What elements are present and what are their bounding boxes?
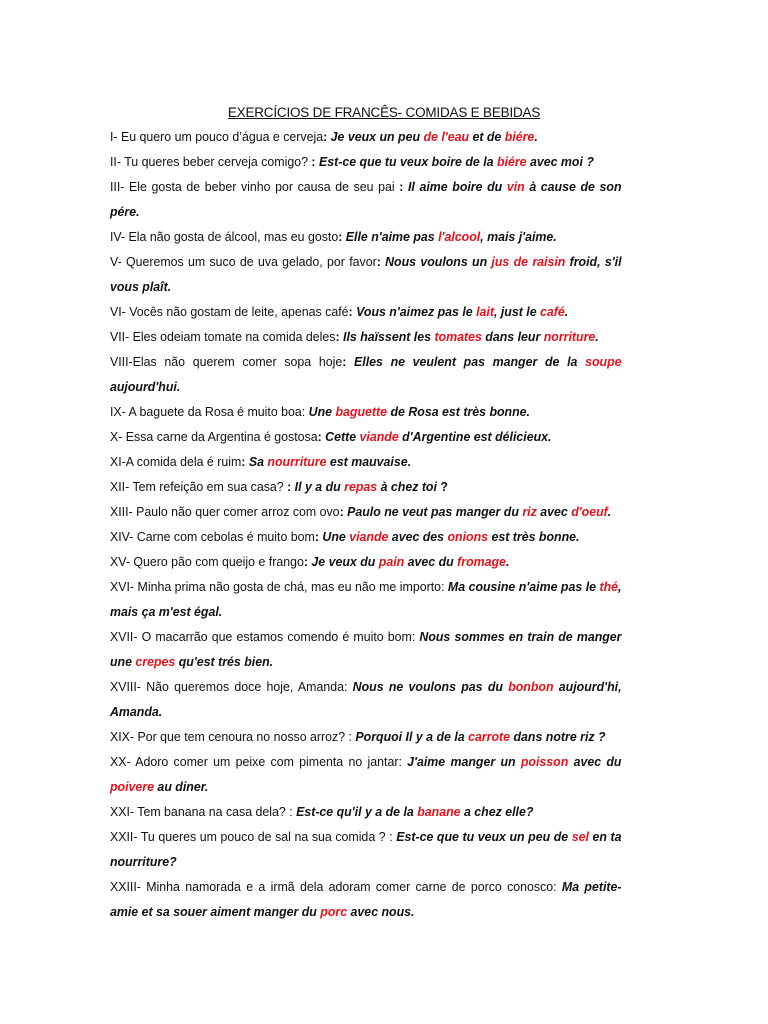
highlighted-food-word: nourriture [267,454,327,469]
french-translation: , mais ça m'est égal. [110,579,622,619]
french-translation: . [564,304,569,319]
exercise-item [110,424,622,449]
french-translation: Est-ce que tu veux un peu de [396,829,572,844]
exercise-item [110,624,622,674]
exercise-item [110,249,622,299]
exercise-item [110,549,622,574]
exercise-item [110,724,622,749]
french-translation: aujourd'hui. [110,379,181,394]
portuguese-sentence: XVIII- Não queremos doce hoje, Amanda: [110,679,353,694]
highlighted-food-word: pain [378,554,405,569]
french-translation: Nous ne voulons pas du [352,679,509,694]
highlighted-food-word: crepes [135,654,176,669]
portuguese-sentence: VIII-Elas não querem comer sopa hoje [110,354,343,369]
french-translation: avec des [388,529,448,544]
french-translation: en ta nourriture? [110,829,622,869]
french-translation: Vous n'aimez pas le [356,304,477,319]
french-translation: Il y a du [294,479,345,494]
french-translation: avec [536,504,572,519]
french-translation: Je veux un peu [330,129,424,144]
highlighted-food-word: poivere [110,779,155,794]
french-translation: . [607,504,612,519]
separator: : [399,179,408,194]
separator: : [303,554,312,569]
french-translation: a chez elle? [460,804,534,819]
french-translation: aujourd'hi, Amanda. [110,679,622,719]
french-translation: J'aime manger un [407,754,521,769]
highlighted-food-word: repas [344,479,378,494]
french-translation: Nous sommes en train de manger une [110,629,622,669]
exercise-item [110,224,622,249]
exercise-item [110,824,622,874]
portuguese-sentence: XVI- Minha prima não gosta de chá, mas eu não me importo: [110,579,448,594]
highlighted-food-word: carrote [468,729,511,744]
document-title: EXERCÍCIOS DE FRANCÊS- COMIDAS E BEBIDAS [227,105,541,120]
highlighted-food-word: de l'eau [423,129,470,144]
french-translation: est très bonne. [488,529,580,544]
french-translation: Paulo ne veut pas manger du [347,504,523,519]
highlighted-food-word: d'oeuf [571,504,608,519]
portuguese-sentence: XVII- O macarrão que estamos comendo é muito bom: [110,629,420,644]
highlighted-food-word: riz [522,504,537,519]
separator: : [314,529,323,544]
portuguese-sentence: XV- Quero pão com queijo e frango [110,554,304,569]
exercise-item [110,449,622,474]
highlighted-food-word: thé [599,579,619,594]
portuguese-sentence: III- Ele gosta de beber vinho por causa de seu pai [110,179,400,194]
french-translation: de Rosa est très bonne. [387,404,530,419]
french-translation: . [595,329,599,344]
french-translation: dans leur [481,329,544,344]
highlighted-food-word: bonbon [508,679,554,694]
exercise-item [110,349,622,399]
exercise-list [110,124,622,924]
french-translation: qu'est trés bien. [175,654,274,669]
separator: : [342,354,355,369]
french-translation: Cette [325,429,360,444]
exercise-item [110,149,622,174]
highlighted-food-word: banane [417,804,461,819]
french-translation: Je veux du [311,554,379,569]
exercise-item [110,749,622,799]
highlighted-food-word: viande [359,429,399,444]
portuguese-sentence: XIII- Paulo não quer comer arroz com ovo [110,504,340,519]
french-translation: avec du [404,554,458,569]
separator: : [287,479,295,494]
french-translation: Une [322,529,350,544]
portuguese-sentence: II- Tu queres beber cerveja comigo? [110,154,312,169]
highlighted-food-word: l'alcool [438,229,481,244]
french-translation: avec moi ? [526,154,594,169]
exercise-item [110,574,622,624]
exercise-item [110,299,622,324]
exercise-item [110,874,622,924]
french-translation: Elle n'aime pas [345,229,439,244]
french-translation: Sa [248,454,268,469]
highlighted-food-word: lait [476,304,494,319]
french-translation: Porquoi Il y a de la [355,729,469,744]
portuguese-sentence: XII- Tem refeição em sua casa? [110,479,288,494]
highlighted-food-word: sel [571,829,589,844]
french-translation: froid, s'il vous plaît. [110,254,622,294]
highlighted-food-word: norriture [543,329,596,344]
french-translation: et de [469,129,505,144]
exercise-item [110,399,622,424]
highlighted-food-word: vin [506,179,525,194]
portuguese-sentence: XIX- Por que tem cenoura no nosso arroz? : [110,729,356,744]
french-translation: Ils haïssent les [343,329,435,344]
french-translation: à cause de son pére. [110,179,622,219]
portuguese-sentence: VI- Vocês não gostam de leite, apenas café [110,304,349,319]
exercise-item [110,499,622,524]
highlighted-food-word: porc [320,904,348,919]
exercise-item [110,474,622,499]
highlighted-food-word: biére [496,154,527,169]
french-translation: Est-ce que tu veux boire de la [318,154,497,169]
separator: ? [436,479,448,494]
portuguese-sentence: IX- A baguete da Rosa é muito boa: [110,404,309,419]
exercise-item [110,174,622,224]
exercise-item [110,674,622,724]
french-translation: à chez toi [377,479,437,494]
portuguese-sentence: XI-A comida dela é ruim [110,454,242,469]
highlighted-food-word: café [540,304,565,319]
separator: : [335,329,344,344]
exercise-item [110,324,622,349]
separator: : [241,454,249,469]
highlighted-food-word: tomates [434,329,482,344]
exercise-item [110,524,622,549]
separator: : [348,304,357,319]
french-translation: Ma petite-amie et sa souer aiment manger du [110,879,622,919]
portuguese-sentence: XXIII- Minha namorada e a irmã dela adoram comer carne de porco conosco: [110,879,562,894]
portuguese-sentence: IV- Ela não gosta de álcool, mas eu gosto [110,229,339,244]
separator: : [317,429,326,444]
french-translation: . [534,129,538,144]
french-translation: dans notre riz ? [510,729,606,744]
highlighted-food-word: baguette [335,404,388,419]
french-translation: avec du [568,754,622,769]
french-translation: Nous voulons un [385,254,492,269]
french-translation: Est-ce qu'il y a de la [296,804,418,819]
french-translation: Il aime boire du [407,179,507,194]
french-translation: , just le [493,304,541,319]
portuguese-sentence: XXII- Tu queres um pouco de sal na sua comida ? : [110,829,397,844]
french-translation: au diner. [154,779,209,794]
highlighted-food-word: poisson [520,754,569,769]
portuguese-sentence: XX- Adoro comer um peixe com pimenta no jantar: [110,754,408,769]
portuguese-sentence: V- Queremos um suco de uva gelado, por favor [110,254,377,269]
french-translation: , mais j'aime. [480,229,557,244]
portuguese-sentence: XIV- Carne com cebolas é muito bom [110,529,315,544]
separator: : [339,504,348,519]
separator: : [311,154,319,169]
french-translation: Une [308,404,336,419]
french-translation: . [505,554,510,569]
french-translation: Elles ne veulent pas manger de la [354,354,586,369]
highlighted-food-word: onions [447,529,489,544]
highlighted-food-word: fromage [457,554,506,569]
highlighted-food-word: jus de raisin [491,254,566,269]
portuguese-sentence: I- Eu quero um pouco d’água e cerveja [110,129,324,144]
highlighted-food-word: viande [349,529,389,544]
separator: : [376,254,386,269]
portuguese-sentence: X- Essa carne da Argentina é gostosa [110,429,318,444]
exercise-item [110,124,622,149]
highlighted-food-word: soupe [585,354,622,369]
french-translation: Ma cousine n'aime pas le [447,579,600,594]
separator: : [323,129,331,144]
exercise-item [110,799,622,824]
french-translation: avec nous. [347,904,415,919]
highlighted-food-word: biére [504,129,535,144]
french-translation: d'Argentine est délicieux. [398,429,552,444]
french-translation: est mauvaise. [326,454,412,469]
separator: : [338,229,346,244]
portuguese-sentence: XXI- Tem banana na casa dela? : [110,804,297,819]
portuguese-sentence: VII- Eles odeiam tomate na comida deles [110,329,336,344]
